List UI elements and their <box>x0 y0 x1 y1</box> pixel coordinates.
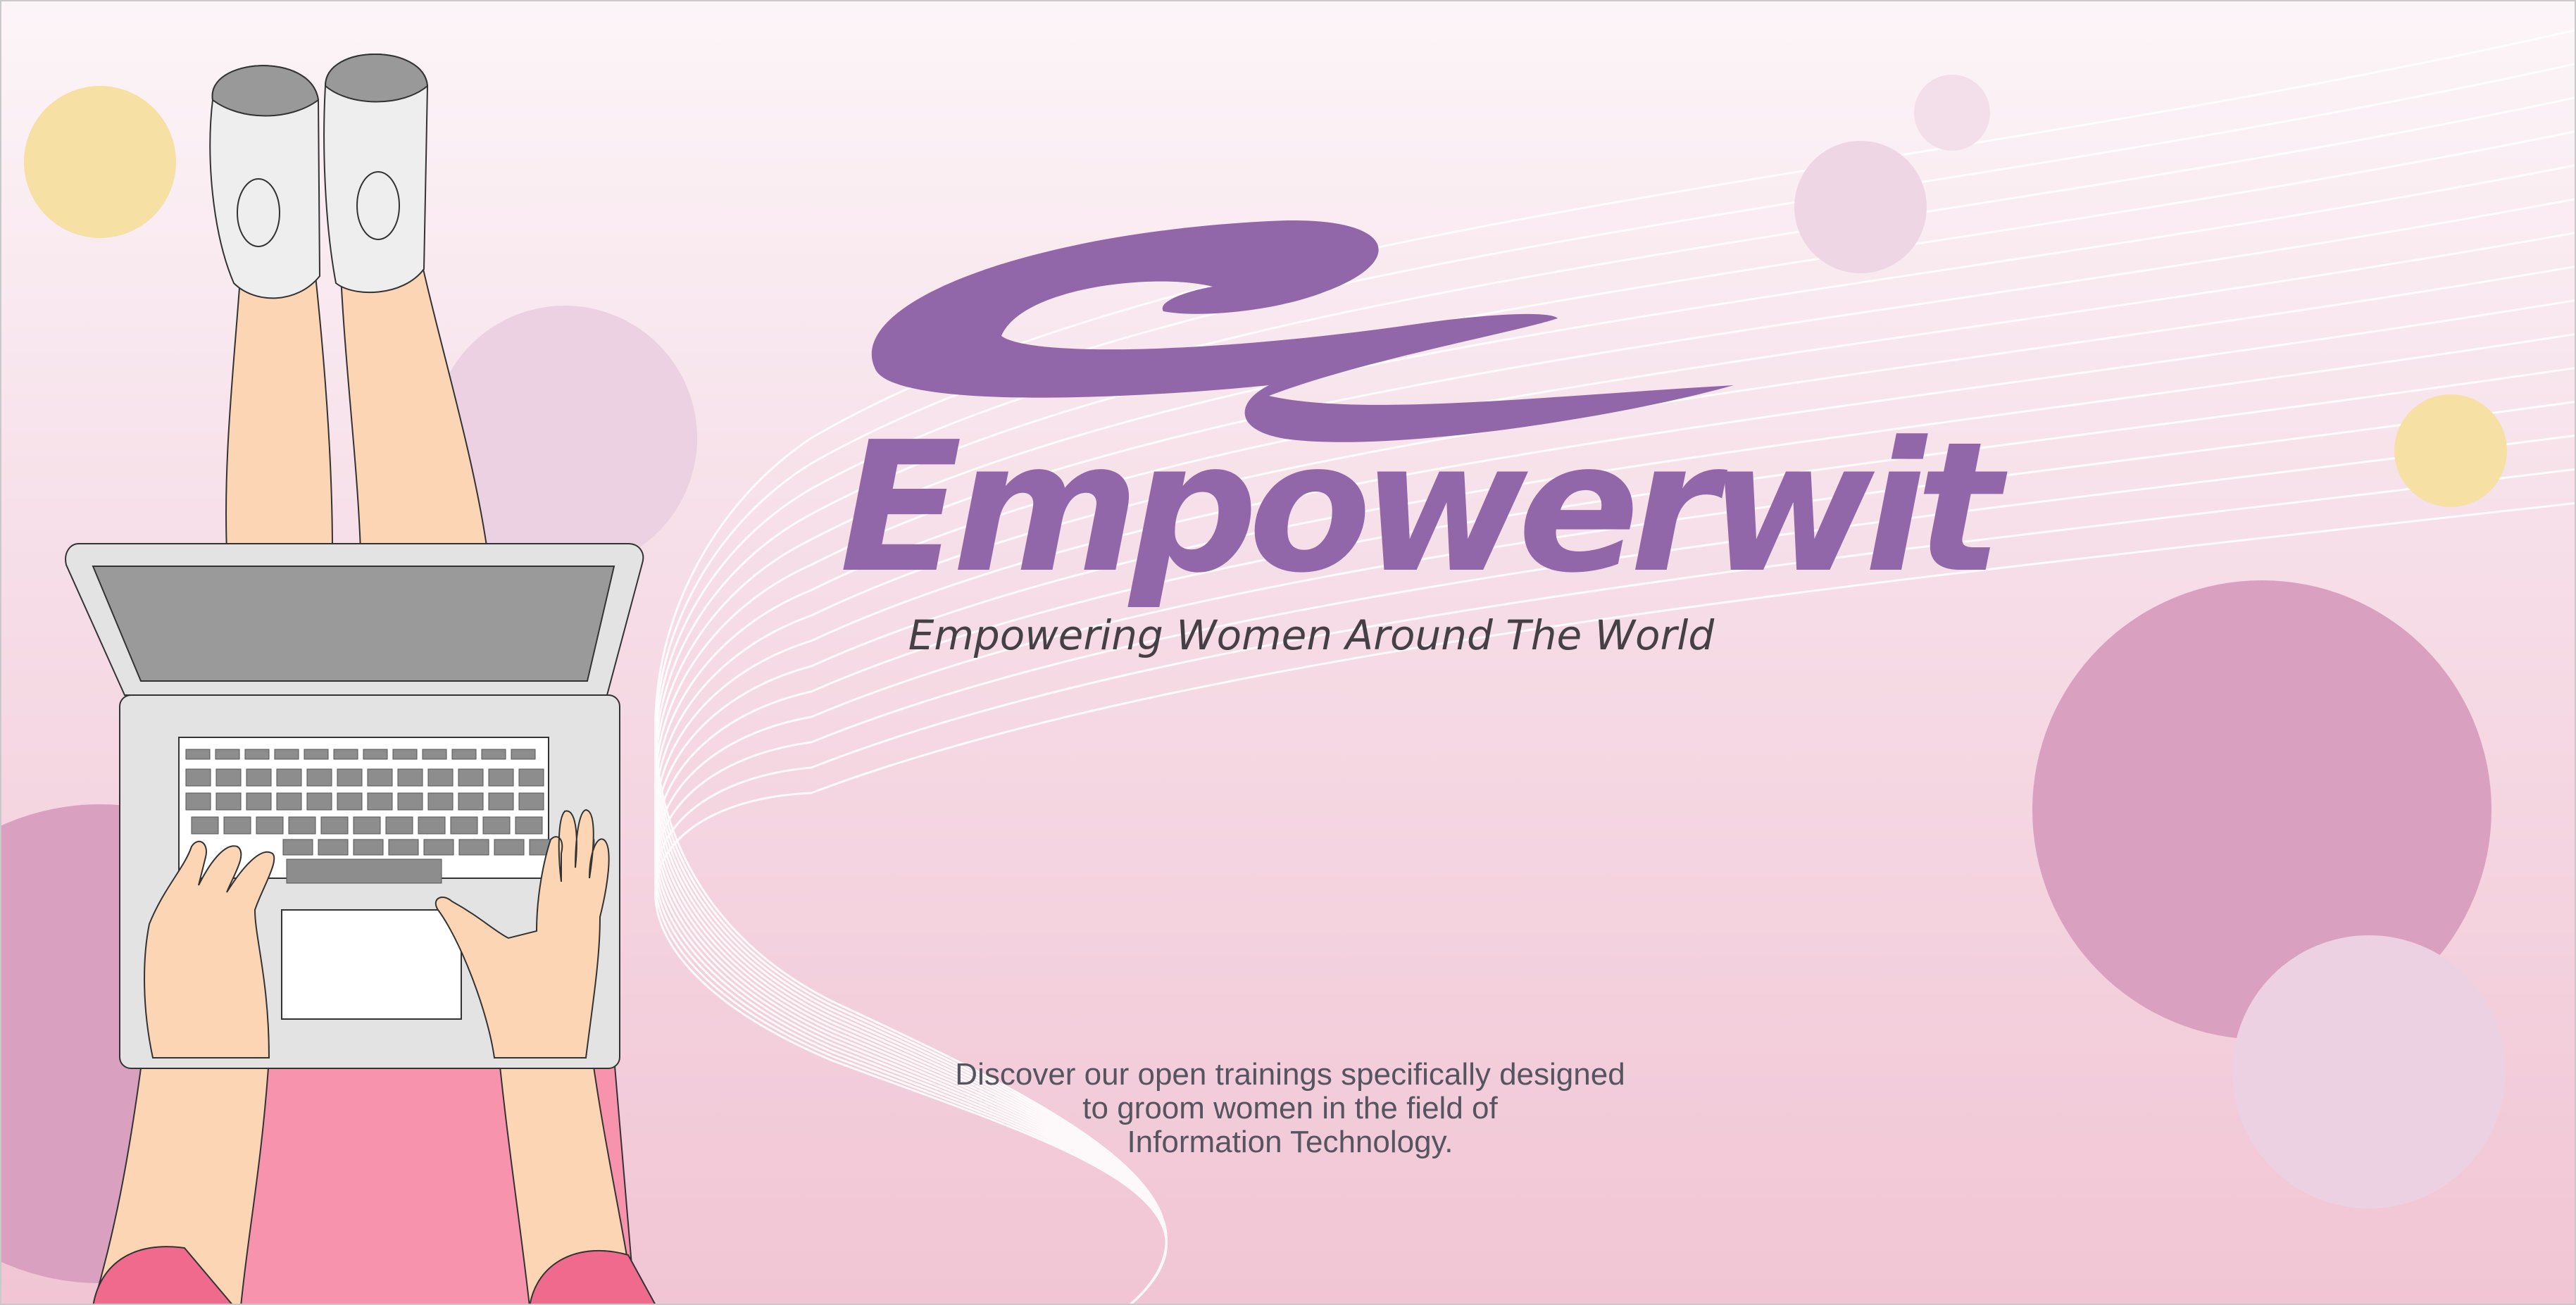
keyboard-key <box>337 793 362 810</box>
keyboard-key <box>483 817 510 834</box>
keyboard-key <box>393 749 417 759</box>
lilac-bubble-top <box>1794 141 1927 273</box>
keyboard-key <box>354 817 380 834</box>
keyboard-key <box>334 749 358 759</box>
keyboard-key <box>277 769 301 786</box>
keyboard-key <box>458 793 483 810</box>
keyboard-key <box>519 769 544 786</box>
keyboard-key <box>389 839 418 855</box>
keyboard-key <box>458 769 483 786</box>
keyboard-key <box>386 817 413 834</box>
yellow-bubble-right <box>2394 394 2507 507</box>
keyboard-key <box>482 749 506 759</box>
keyboard-key <box>511 749 535 759</box>
keyboard-key <box>489 769 513 786</box>
lilac-bubble-small-top <box>1914 75 1990 151</box>
keyboard-key <box>398 769 423 786</box>
keyboard-key <box>321 817 348 834</box>
keyboard-key <box>289 817 315 834</box>
keyboard-key <box>428 793 453 810</box>
description-line: Discover our open trainings specifically designed <box>955 1057 1625 1092</box>
sneakers-icon <box>210 54 427 298</box>
keyboard-key <box>216 769 241 786</box>
keyboard-key <box>283 839 313 855</box>
keyboard-key <box>224 817 251 834</box>
keyboard-key <box>424 839 454 855</box>
keyboard-key <box>186 749 210 759</box>
lilac-bubble-bottom-right <box>2232 935 2506 1209</box>
description-line: Information Technology. <box>1127 1125 1453 1159</box>
keyboard-key <box>515 817 542 834</box>
keyboard-key <box>451 817 477 834</box>
keyboard-key <box>186 769 211 786</box>
training-description <box>811 1058 1769 1159</box>
keyboard-key <box>215 749 239 759</box>
keyboard-key <box>428 769 453 786</box>
keyboard-key <box>452 749 476 759</box>
keyboard-key <box>418 817 445 834</box>
keyboard-key <box>277 793 301 810</box>
keyboard-key <box>246 793 271 810</box>
keyboard-key <box>256 817 283 834</box>
keyboard-key <box>192 817 218 834</box>
keyboard-key <box>519 793 544 810</box>
keyboard-key <box>186 793 211 810</box>
keyboard-key <box>246 769 271 786</box>
brand-tagline: Empowering Women Around The World <box>908 611 1715 659</box>
woman-typing-on-laptop <box>65 54 656 1305</box>
keyboard-key <box>216 793 241 810</box>
keyboard-key <box>398 793 423 810</box>
keyboard-key <box>423 749 446 759</box>
keyboard-key <box>245 749 269 759</box>
keyboard-key <box>363 749 387 759</box>
keyboard-key <box>489 793 513 810</box>
keyboard-key <box>459 839 489 855</box>
keyboard-key <box>337 769 362 786</box>
keyboard-key <box>318 839 348 855</box>
keyboard-key <box>494 839 524 855</box>
keyboard-key <box>304 749 328 759</box>
keyboard-key <box>307 769 332 786</box>
keyboard-key <box>368 769 392 786</box>
brand-name: Empowerwit <box>839 404 1992 613</box>
yellow-bubble-top-left <box>24 86 176 238</box>
description-line: to groom women in the field of <box>1082 1091 1498 1125</box>
keyboard-key <box>307 793 332 810</box>
keyboard-key <box>275 749 299 759</box>
keyboard-key <box>354 839 383 855</box>
left-leg <box>226 269 332 551</box>
keyboard-key <box>368 793 392 810</box>
